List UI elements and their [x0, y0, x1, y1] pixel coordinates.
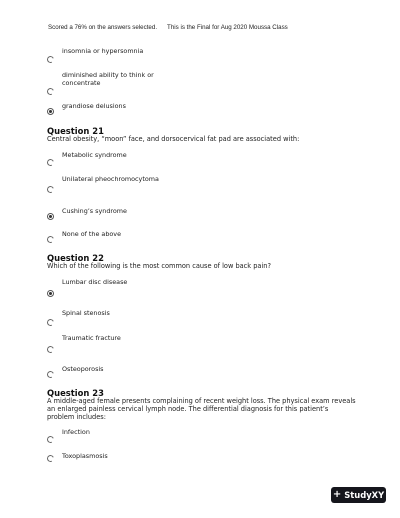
logo-text: StudyXY — [344, 490, 385, 500]
q22-option-2-label: Spinal stenosis — [62, 309, 110, 317]
q22-option-2-radio[interactable] — [46, 318, 55, 327]
q23-text: A middle-aged female presents complaining of recent weight loss. The physical exam reveals an enlarged painless cervical lymph node. The differential diagnosis for this patient’s problem includes: — [47, 397, 356, 422]
q23-option-1-label: Infection — [62, 428, 90, 436]
q23-option-2-label: Toxoplasmosis — [62, 452, 108, 460]
q21-option-1-radio[interactable] — [46, 158, 55, 167]
q21-option-3-radio[interactable] — [47, 213, 54, 220]
q21-option-2-radio[interactable] — [46, 185, 55, 194]
q23-option-1-radio[interactable] — [46, 435, 55, 444]
q21-option-3-label: Cushing’s syndrome — [62, 207, 127, 215]
q23-option-2-radio[interactable] — [46, 454, 55, 463]
studyxy-logo[interactable] — [331, 487, 386, 503]
q22-option-4-label: Osteoporosis — [62, 365, 104, 373]
page-header — [48, 24, 288, 31]
q22-title: Question 22 — [47, 253, 104, 263]
q22-option-4-radio[interactable] — [46, 370, 55, 379]
plus-icon: + — [332, 489, 342, 500]
q22-text: Which of the following is the most common cause of low back pain? — [47, 262, 271, 270]
q20-option-3-radio[interactable] — [47, 108, 54, 115]
q22-option-3-label: Traumatic fracture — [62, 334, 121, 342]
q22-option-3-radio[interactable] — [46, 345, 55, 354]
q21-option-4-radio[interactable] — [46, 235, 55, 244]
q21-title: Question 21 — [47, 126, 104, 136]
q20-option-1-radio[interactable] — [46, 55, 55, 64]
q23-title: Question 23 — [47, 388, 104, 398]
q20-option-2-label: diminished ability to think or concentrate — [62, 71, 154, 88]
final-text: This is the Final for Aug 2020 Moussa Class — [167, 24, 288, 31]
q21-option-2-label: Unilateral pheochromocytoma — [62, 175, 159, 183]
q20-option-3-label: grandiose delusions — [62, 102, 126, 110]
q20-option-1-label: insomnia or hypersomnia — [62, 47, 144, 55]
q21-option-1-label: Metabolic syndrome — [62, 151, 127, 159]
q21-text: Central obesity, “moon” face, and dorsocervical fat pad are associated with: — [47, 135, 300, 143]
score-text: Scored a 76% on the answers selected. — [48, 24, 158, 31]
q22-option-1-radio[interactable] — [47, 290, 54, 297]
q21-option-4-label: None of the above — [62, 230, 122, 238]
q22-option-1-label: Lumbar disc disease — [62, 278, 128, 286]
q20-option-2-radio[interactable] — [46, 87, 55, 96]
